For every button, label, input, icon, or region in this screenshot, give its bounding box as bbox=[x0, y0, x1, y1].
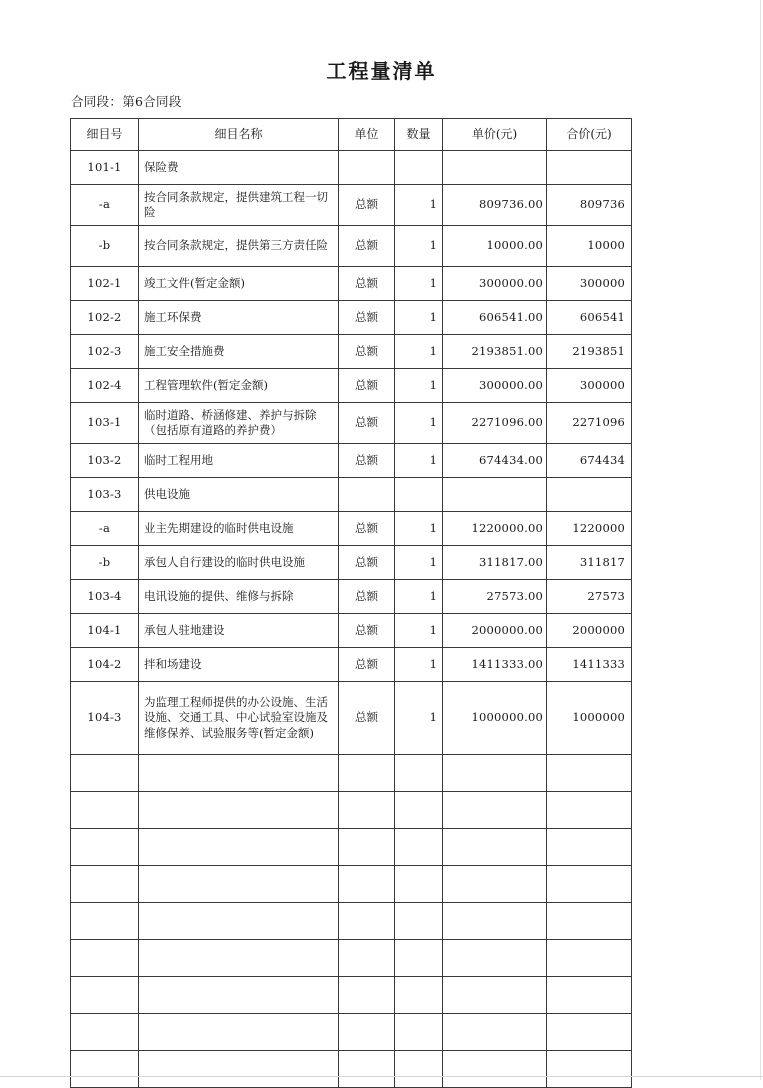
cell-unit: 总额 bbox=[339, 301, 395, 335]
cell-amount bbox=[547, 829, 632, 866]
table-row bbox=[71, 903, 632, 940]
cell-unit-price: 606541.00 bbox=[443, 301, 547, 335]
cell-item-name: 承包人驻地建设 bbox=[139, 614, 339, 648]
table-row bbox=[71, 546, 632, 580]
table-row bbox=[71, 580, 632, 614]
cell-quantity bbox=[395, 792, 443, 829]
cell-item-name: 电讯设施的提供、维修与拆除 bbox=[139, 580, 339, 614]
cell-unit-price bbox=[443, 1051, 547, 1088]
page-edge-bottom bbox=[0, 1076, 763, 1077]
cell-item-no: -a bbox=[71, 185, 139, 226]
cell-unit-price bbox=[443, 792, 547, 829]
cell-unit: 总额 bbox=[339, 648, 395, 682]
cell-amount: 2271096 bbox=[547, 403, 632, 444]
cell-amount: 1000000 bbox=[547, 682, 632, 755]
bill-of-quantities-table bbox=[70, 118, 632, 1088]
cell-item-name: 临时工程用地 bbox=[139, 444, 339, 478]
cell-unit: 总额 bbox=[339, 614, 395, 648]
cell-quantity bbox=[395, 903, 443, 940]
cell-item-name: 按合同条款规定，提供建筑工程一切险 bbox=[139, 185, 339, 226]
table-row bbox=[71, 267, 632, 301]
cell-quantity: 1 bbox=[395, 648, 443, 682]
cell-amount bbox=[547, 478, 632, 512]
cell-unit: 总额 bbox=[339, 369, 395, 403]
cell-quantity bbox=[395, 866, 443, 903]
cell-amount bbox=[547, 940, 632, 977]
table-row bbox=[71, 829, 632, 866]
cell-item-no bbox=[71, 866, 139, 903]
cell-unit-price: 10000.00 bbox=[443, 226, 547, 267]
cell-item-no bbox=[71, 940, 139, 977]
cell-item-no: 103-1 bbox=[71, 403, 139, 444]
table-header-row bbox=[71, 119, 632, 151]
cell-unit: 总额 bbox=[339, 226, 395, 267]
cell-item-no: -a bbox=[71, 512, 139, 546]
cell-item-name: 工程管理软件(暂定金额) bbox=[139, 369, 339, 403]
cell-item-name: 施工安全措施费 bbox=[139, 335, 339, 369]
table-row bbox=[71, 940, 632, 977]
cell-item-name: 拌和场建设 bbox=[139, 648, 339, 682]
cell-item-no bbox=[71, 755, 139, 792]
column-header-amount: 合价(元) bbox=[547, 119, 632, 151]
cell-item-no: 102-3 bbox=[71, 335, 139, 369]
cell-unit: 总额 bbox=[339, 546, 395, 580]
cell-unit-price: 311817.00 bbox=[443, 546, 547, 580]
cell-quantity: 1 bbox=[395, 301, 443, 335]
cell-item-no: 103-4 bbox=[71, 580, 139, 614]
cell-item-no: 104-3 bbox=[71, 682, 139, 755]
cell-item-name: 施工环保费 bbox=[139, 301, 339, 335]
cell-amount: 300000 bbox=[547, 267, 632, 301]
cell-unit-price: 674434.00 bbox=[443, 444, 547, 478]
cell-unit: 总额 bbox=[339, 403, 395, 444]
cell-unit: 总额 bbox=[339, 185, 395, 226]
cell-amount bbox=[547, 1014, 632, 1051]
cell-amount bbox=[547, 977, 632, 1014]
cell-amount: 300000 bbox=[547, 369, 632, 403]
cell-item-name bbox=[139, 903, 339, 940]
cell-item-no bbox=[71, 1051, 139, 1088]
cell-amount: 674434 bbox=[547, 444, 632, 478]
cell-amount bbox=[547, 903, 632, 940]
cell-unit-price: 1000000.00 bbox=[443, 682, 547, 755]
cell-quantity bbox=[395, 755, 443, 792]
cell-amount: 1411333 bbox=[547, 648, 632, 682]
table-row bbox=[71, 614, 632, 648]
cell-amount: 606541 bbox=[547, 301, 632, 335]
table-row bbox=[71, 648, 632, 682]
cell-quantity bbox=[395, 940, 443, 977]
cell-item-no bbox=[71, 829, 139, 866]
cell-unit: 总额 bbox=[339, 335, 395, 369]
cell-item-name bbox=[139, 829, 339, 866]
table-row bbox=[71, 1014, 632, 1051]
cell-unit: 总额 bbox=[339, 512, 395, 546]
cell-unit-price: 300000.00 bbox=[443, 267, 547, 301]
cell-item-no: 102-4 bbox=[71, 369, 139, 403]
cell-unit-price bbox=[443, 866, 547, 903]
cell-quantity: 1 bbox=[395, 267, 443, 301]
cell-unit-price bbox=[443, 977, 547, 1014]
table-row bbox=[71, 792, 632, 829]
cell-unit-price: 2193851.00 bbox=[443, 335, 547, 369]
cell-item-no bbox=[71, 1014, 139, 1051]
table-row bbox=[71, 682, 632, 755]
cell-unit bbox=[339, 792, 395, 829]
cell-quantity: 1 bbox=[395, 185, 443, 226]
cell-item-name: 业主先期建设的临时供电设施 bbox=[139, 512, 339, 546]
cell-amount: 311817 bbox=[547, 546, 632, 580]
cell-unit bbox=[339, 903, 395, 940]
cell-unit bbox=[339, 151, 395, 185]
cell-item-no: -b bbox=[71, 546, 139, 580]
table-row bbox=[71, 301, 632, 335]
cell-item-no: 104-1 bbox=[71, 614, 139, 648]
cell-item-no: 104-2 bbox=[71, 648, 139, 682]
cell-amount: 809736 bbox=[547, 185, 632, 226]
cell-amount: 27573 bbox=[547, 580, 632, 614]
table-header bbox=[71, 119, 632, 151]
table-row bbox=[71, 335, 632, 369]
cell-item-no: 101-1 bbox=[71, 151, 139, 185]
cell-item-no: 103-3 bbox=[71, 478, 139, 512]
cell-quantity bbox=[395, 1051, 443, 1088]
cell-item-name bbox=[139, 1014, 339, 1051]
cell-item-name bbox=[139, 977, 339, 1014]
cell-quantity bbox=[395, 478, 443, 512]
cell-unit bbox=[339, 1014, 395, 1051]
cell-item-name bbox=[139, 792, 339, 829]
cell-quantity: 1 bbox=[395, 369, 443, 403]
cell-amount: 2000000 bbox=[547, 614, 632, 648]
cell-amount bbox=[547, 792, 632, 829]
cell-unit-price: 1220000.00 bbox=[443, 512, 547, 546]
table-body bbox=[71, 151, 632, 1088]
cell-quantity: 1 bbox=[395, 682, 443, 755]
cell-item-name: 承包人自行建设的临时供电设施 bbox=[139, 546, 339, 580]
cell-amount bbox=[547, 866, 632, 903]
cell-item-no: -b bbox=[71, 226, 139, 267]
table-row bbox=[71, 977, 632, 1014]
cell-item-no: 103-2 bbox=[71, 444, 139, 478]
page-edge-right bbox=[760, 0, 761, 1080]
cell-unit-price: 1411333.00 bbox=[443, 648, 547, 682]
cell-quantity: 1 bbox=[395, 580, 443, 614]
cell-unit bbox=[339, 866, 395, 903]
table-row bbox=[71, 512, 632, 546]
cell-item-name bbox=[139, 755, 339, 792]
cell-unit: 总额 bbox=[339, 682, 395, 755]
cell-unit: 总额 bbox=[339, 444, 395, 478]
column-header-item-no: 细目号 bbox=[71, 119, 139, 151]
cell-quantity bbox=[395, 151, 443, 185]
cell-item-name: 按合同条款规定，提供第三方责任险 bbox=[139, 226, 339, 267]
cell-quantity bbox=[395, 1014, 443, 1051]
cell-unit-price bbox=[443, 478, 547, 512]
cell-amount bbox=[547, 755, 632, 792]
cell-quantity: 1 bbox=[395, 403, 443, 444]
column-header-item-name: 细目名称 bbox=[139, 119, 339, 151]
table-row bbox=[71, 226, 632, 267]
cell-unit bbox=[339, 755, 395, 792]
cell-unit bbox=[339, 478, 395, 512]
cell-item-name: 保险费 bbox=[139, 151, 339, 185]
cell-quantity: 1 bbox=[395, 546, 443, 580]
table-row bbox=[71, 151, 632, 185]
cell-unit-price bbox=[443, 903, 547, 940]
cell-quantity bbox=[395, 977, 443, 1014]
cell-unit bbox=[339, 1051, 395, 1088]
cell-unit-price: 27573.00 bbox=[443, 580, 547, 614]
cell-item-no bbox=[71, 792, 139, 829]
cell-unit-price: 2271096.00 bbox=[443, 403, 547, 444]
cell-item-name bbox=[139, 1051, 339, 1088]
cell-unit-price bbox=[443, 1014, 547, 1051]
cell-unit-price bbox=[443, 755, 547, 792]
table-row bbox=[71, 866, 632, 903]
cell-item-name bbox=[139, 940, 339, 977]
cell-unit bbox=[339, 977, 395, 1014]
cell-item-name: 供电设施 bbox=[139, 478, 339, 512]
cell-unit: 总额 bbox=[339, 580, 395, 614]
cell-unit: 总额 bbox=[339, 267, 395, 301]
table-row bbox=[71, 369, 632, 403]
cell-amount: 1220000 bbox=[547, 512, 632, 546]
cell-unit-price: 809736.00 bbox=[443, 185, 547, 226]
cell-unit bbox=[339, 940, 395, 977]
contract-section-label: 合同段：第6合同段 bbox=[71, 94, 182, 109]
cell-item-name: 临时道路、桥涵修建、养护与拆除（包括原有道路的养护费） bbox=[139, 403, 339, 444]
cell-unit-price: 300000.00 bbox=[443, 369, 547, 403]
cell-item-name: 竣工文件(暂定金额) bbox=[139, 267, 339, 301]
cell-unit-price bbox=[443, 829, 547, 866]
cell-quantity: 1 bbox=[395, 335, 443, 369]
page-title: 工程量清单 bbox=[326, 59, 437, 83]
cell-item-no bbox=[71, 977, 139, 1014]
cell-quantity: 1 bbox=[395, 614, 443, 648]
column-header-unit-price: 单价(元) bbox=[443, 119, 547, 151]
cell-quantity: 1 bbox=[395, 226, 443, 267]
cell-item-no bbox=[71, 903, 139, 940]
cell-unit-price bbox=[443, 940, 547, 977]
cell-unit-price bbox=[443, 151, 547, 185]
cell-quantity: 1 bbox=[395, 444, 443, 478]
column-header-unit: 单位 bbox=[339, 119, 395, 151]
cell-item-no: 102-2 bbox=[71, 301, 139, 335]
table-row bbox=[71, 478, 632, 512]
table-row bbox=[71, 1051, 632, 1088]
table-row bbox=[71, 185, 632, 226]
cell-item-name bbox=[139, 866, 339, 903]
cell-quantity bbox=[395, 829, 443, 866]
column-header-quantity: 数量 bbox=[395, 119, 443, 151]
cell-unit-price: 2000000.00 bbox=[443, 614, 547, 648]
cell-amount: 2193851 bbox=[547, 335, 632, 369]
cell-amount bbox=[547, 151, 632, 185]
cell-quantity: 1 bbox=[395, 512, 443, 546]
table-row bbox=[71, 755, 632, 792]
cell-item-name: 为监理工程师提供的办公设施、生活设施、交通工具、中心试验室设施及维修保养、试验服务等(暂定金额) bbox=[139, 682, 339, 755]
cell-amount: 10000 bbox=[547, 226, 632, 267]
cell-amount bbox=[547, 1051, 632, 1088]
table-row bbox=[71, 444, 632, 478]
cell-item-no: 102-1 bbox=[71, 267, 139, 301]
table-row bbox=[71, 403, 632, 444]
cell-unit bbox=[339, 829, 395, 866]
